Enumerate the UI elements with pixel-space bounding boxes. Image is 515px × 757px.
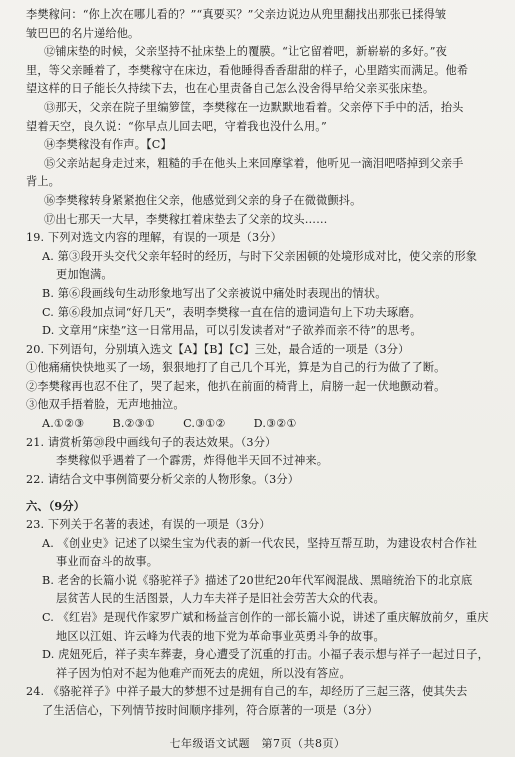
question-19: [26, 229, 493, 341]
sentence-item: ②李樊稼再也忍不住了，哭了起来，他扒在前面的椅背上，肩膀一起一伏地颤动着。: [26, 379, 446, 393]
question-stem: 22. 请结合文中事例简要分析父亲的人物形象。（3分）: [26, 472, 300, 486]
option-b: B. 第⑥段画线句生动形象地写出了父亲被说中痛处时表现出的情状。: [42, 286, 387, 300]
answer-options: [26, 415, 493, 434]
option-d: D. 虎妞死后，祥子卖车葬妻，身心遭受了沉重的打击。小福子表示想与祥子一起过日子，: [42, 648, 489, 662]
passage-line: ⑯李樊稼转身紧紧抱住父亲，他感觉到父亲的身子在微微颤抖。: [44, 193, 362, 207]
passage-line: 背上。: [26, 175, 61, 189]
sentence-item: ①他痛痛快快地买了一场，狠狠地打了自己几个耳光，算是为自己的行为做了了断。: [26, 361, 446, 375]
page-footer: 七年级语文试题 第7页（共8页）: [169, 737, 346, 750]
quoted-sentence: 李樊稼似乎遇着了一个霹雳，炸得他半天回不过神来。: [56, 454, 329, 468]
passage-text: [26, 6, 493, 229]
passage-line: ⑰出七那天一大早，李樊稼扛着床垫去了父亲的坟头……: [44, 212, 328, 226]
option-a: A. 第③段开头交代父亲年轻时的经历，与时下父亲困顿的处境形成对比，使父亲的形象: [42, 249, 478, 263]
passage-line: 里，等父亲睡着了，李樊稼守在床边，看他睡得香香甜甜的样子，心里踏实而满足。他希: [26, 63, 469, 77]
question-21: [26, 434, 493, 471]
question-22: [26, 471, 493, 490]
option-b: B.②③①: [112, 417, 156, 431]
question-stem: 19. 下列对选文内容的理解，有误的一项是（3分）: [26, 231, 282, 245]
option-a-cont: 事业而奋斗的故事。: [56, 555, 159, 569]
option-d-cont: 祥子因为怕对不起为他难产而死去的虎妞，所以没有答应。: [56, 666, 351, 680]
passage-line: ⑭李樊稼没有作声。【C】: [44, 138, 172, 152]
option-c: C.③①②: [183, 417, 226, 431]
question-23: [26, 516, 493, 683]
question-stem: 21. 请赏析第⑳段中画线句子的表达效果。（3分）: [26, 435, 277, 449]
passage-line: ⑬那天，父亲在院子里编箩筐，李樊稼在一边默默地看着。父亲停下手中的活，抬头: [44, 100, 464, 114]
sentence-item: ③他双手捂着脸，无声地抽泣。: [26, 398, 185, 412]
question-stem: 20. 下列语句，分别填入选文【A】【B】【C】三处，最合适的一项是（3分）: [26, 342, 410, 356]
section-heading: 六、（9分）: [26, 499, 86, 514]
option-b: B. 老舍的长篇小说《骆驼祥子》描述了20世纪20年代军阀混战、黑暗统治下的北京底: [42, 573, 473, 587]
option-a-cont: 更加饱满。: [56, 268, 113, 282]
question-stem: 23. 下列关于名著的表述，有误的一项是（3分）: [26, 518, 271, 532]
option-d: D.③②①: [253, 417, 297, 431]
question-20: [26, 341, 493, 434]
passage-line: 李樊稼问：“你上次在哪儿看的？”“真要买？”父亲边说边从兜里翻找出那张已揉得皱: [26, 8, 447, 21]
question-24: [26, 683, 493, 720]
option-c-cont: 地区以江姐、许云峰为代表的地下党为革命事业英勇斗争的故事。: [56, 629, 385, 643]
passage-line: 皱巴巴的名片递给他。: [26, 26, 140, 40]
option-d: D. 文章用“床垫”这一日常用品，可以引发读者对“子欲养而亲不待”的思考。: [42, 324, 422, 338]
passage-line: 望这样的日子能长久持续下去，也在心里责备自己怎么没舍得早给父亲买张床垫。: [26, 82, 435, 96]
passage-line: 望着天空，良久说：“你早点儿回去吧，守着我也没什么用。”: [26, 119, 327, 133]
option-a: A. 《创业史》记述了以梁生宝为代表的新一代农民，坚持互帮互助，为建设农村合作社: [42, 536, 478, 550]
option-c: C. 第⑥段加点词“好几天”，表明李樊稼一直在信的遗词造句上下功夫琢磨。: [42, 305, 421, 319]
option-c: C. 《红岩》是现代作家罗广斌和杨益言创作的一部长篇小说，讲述了重庆解放前夕，重庆: [42, 611, 489, 624]
question-stem: 24. 《骆驼祥子》中祥子最大的梦想不过是拥有自己的车，却经历了三起三落，使其失去: [26, 685, 468, 699]
option-b-cont: 层贫苦人民的生活图景，人力车夫祥子是旧社会劳苦大众的代表。: [56, 592, 385, 606]
option-a: A.①②③: [42, 417, 85, 431]
passage-line: ⑮父亲站起身走过来，粗糙的手在他头上来回摩挲着，他听见一滴泪吧嗒掉到父亲手: [44, 156, 464, 170]
passage-line: ⑫铺床垫的时候，父亲坚持不扯床垫上的覆膜。“让它留着吧，新崭崭的多好。”夜: [44, 45, 447, 59]
question-stem-cont: 了生活信心，下列情节按时间顺序排列，符合原著的一项是（3分）: [42, 703, 379, 717]
